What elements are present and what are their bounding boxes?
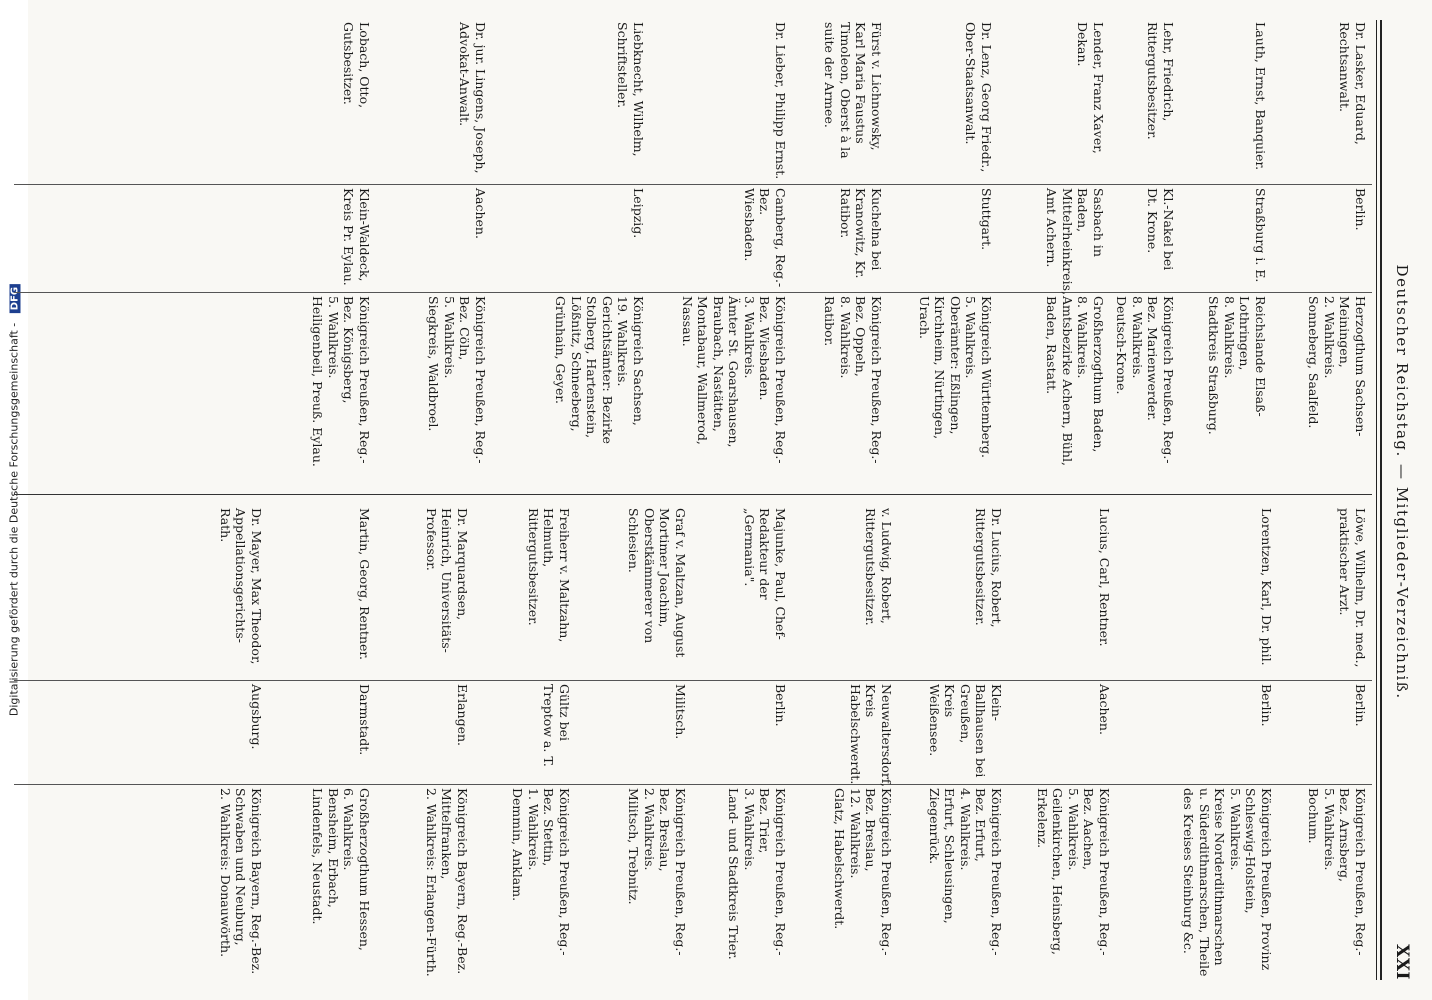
member-district: Reichslande Elsaß-Lothringen, 8. Wahlkreis. Stadtkreis Straßburg. xyxy=(1206,296,1268,435)
member-residence: Straßburg i. E. xyxy=(1253,188,1268,283)
member-name: Lender, Franz Xaver, Dekan. xyxy=(1075,22,1106,154)
member-name: Dr. Lasker, Eduard, Rechtsanwalt. xyxy=(1337,22,1368,145)
dfg-logo: DFG xyxy=(10,284,21,313)
member-residence: Berlin. xyxy=(1353,188,1368,231)
member-residence: Kuchelna bei Kranowitz, Kr. Ratibor. xyxy=(838,188,884,279)
member-residence: Aachen. xyxy=(473,188,488,239)
member-name: Dr. Lenz, Georg Friedr., Ober-Staatsanwalt. xyxy=(963,22,994,173)
member-name: Lucius, Carl, Rentner. xyxy=(1097,508,1112,647)
member-name: Dr. Marquardsen, Heinrich, Universitäts-Professor. xyxy=(424,508,470,653)
member-name: Löwe, Wilhelm, Dr. med., praktischer Arzt. xyxy=(1337,508,1368,668)
member-district: Königreich Bayern, Reg.-Bez. Schwaben und Neuburg, 2. Wahlkreis: Donauwörth. xyxy=(218,788,264,975)
member-district: Königreich Preußen, Reg.-Bez. Arnsberg, 5. Wahlkreis. Bochum. xyxy=(1306,788,1368,956)
member-name: Liebknecht, Wilhelm, Schriftsteller. xyxy=(615,22,646,157)
page-title: Deutscher Reichstag. — Mitglieder-Verzeichniß. xyxy=(1393,264,1411,700)
member-district: Königreich Preußen, Reg.-Bez. Trier, 3. Wahlkreis. Land- und Stadtkreis Trier. xyxy=(726,788,788,960)
member-name: Dr. Lucius, Robert, Rittergutsbesitzer. xyxy=(973,508,1004,628)
member-residence: Klein-Waldeck, Kreis Pr. Eylau. xyxy=(341,188,372,286)
footer-credit-text: Digitalisierung gefördert durch die Deutsche Forschungsgemeinschaft - xyxy=(7,322,21,717)
page-header xyxy=(1378,20,1426,980)
center-divider xyxy=(14,494,1372,495)
member-name: v. Ludwig, Robert, Rittergutsbesitzer. xyxy=(863,508,894,626)
member-residence: Stuttgart. xyxy=(979,188,994,251)
member-district: Herzogthum Sachsen-Meiningen, 2. Wahlkreis. Sonneberg, Saalfeld. xyxy=(1306,296,1368,437)
member-residence: Erlangen. xyxy=(455,684,470,747)
member-residence: Aachen. xyxy=(1097,684,1112,735)
member-name: Martin, Georg, Rentner. xyxy=(357,508,372,660)
member-district: Großherzogthum Hessen, 6. Wahlkreis. Bensheim, Erbach, Lindenfels, Neustadt. xyxy=(310,788,372,951)
member-residence: Leipzig. xyxy=(631,188,646,239)
column-rule xyxy=(14,292,1372,293)
member-district: Königreich Preußen, Reg.-Bez. Breslau, 2. Wahlkreis. Militsch, Trebnitz. xyxy=(626,788,688,956)
member-name: Freiherr v. Maltzahn, Helmuth, Rittergutsbesitzer. xyxy=(526,508,572,643)
member-residence: Kl.-Nakel bei Dt. Krone. xyxy=(1145,188,1176,271)
member-name: Fürst v. Lichnowsky, Karl Maria Faustus Timoleon, Oberst à la suite der Armee. xyxy=(822,22,884,159)
member-district: Königreich Preußen, Reg.-Bez. Erfurt, 4. Wahlkreis. Erfurt, Schleusingen, Ziegenrück. xyxy=(927,788,1004,956)
member-district: Königreich Preußen, Reg.-Bez. Wiesbaden. 3. Wahlkreis. Ämter St. Goarshausen, Braubach, Nastätten, Montabaur, Wallmerod, Nassau. xyxy=(680,296,788,464)
member-residence: Darmstadt. xyxy=(357,684,372,756)
member-residence: Sasbach in Baden, Mittelrheinkreis, Amt Achern. xyxy=(1044,188,1106,296)
member-name: Dr. Mayer, Max Theodor, Appellationsgerichts-Rath. xyxy=(218,508,264,665)
page-number: XXI xyxy=(1392,944,1412,980)
member-district: Königreich Preußen, Provinz Schleswig-Holstein, 5. Wahlkreis. Kreise Norderdithmarschen u. Süderdithmarschen, Theile des Kreises Steinburg &c. xyxy=(1181,788,1274,977)
member-residence: Neuwaltersdorf, Kreis Habelschwerdt. xyxy=(848,684,894,788)
member-district: Königreich Bayern, Reg.-Bez. Mittelfranken, 2. Wahlkreis: Erlangen-Fürth. xyxy=(424,788,470,977)
member-district: Königreich Preußen, Reg.-Bez. Oppeln, 8. Wahlkreis. Ratibor. xyxy=(822,296,884,464)
member-residence: Berlin. xyxy=(1353,684,1368,727)
member-name: Lauth, Ernst, Banquier. xyxy=(1253,22,1268,171)
column-rule xyxy=(14,184,1372,185)
member-district: Königreich Preußen, Reg.-Bez. Stettin, 1. Wahlkreis. Demmin, Anklam. xyxy=(510,788,572,956)
member-district: Königreich Preußen, Reg.-Bez. Königsberg, 5. Wahlkreis. Heiligenbeil, Preuß. Eylau. xyxy=(310,296,372,467)
right-column-block xyxy=(14,506,1372,980)
member-name: Dr. Lieber, Philipp Ernst. xyxy=(773,22,788,180)
member-name: Graf v. Maltzan, August Mortimer Joachim, Oberstkämmerer von Schlesien. xyxy=(626,508,688,658)
member-district: Königreich Württemberg. 5. Wahlkreis. Oberämter: Eßlingen, Kirchheim, Nürtingen, Urach. xyxy=(917,296,994,458)
member-district: Königreich Sachsen, 19. Wahlkreis. Gerichtsämter: Bezirke Stolberg, Hartenstein, Lößnitz, Schneeberg, Grünhain, Geyer. xyxy=(553,296,646,444)
member-district: Großherzogthum Baden, 8. Wahlkreis. Amtsbezirke Achern, Bühl, Baden, Rastatt. xyxy=(1044,296,1106,466)
member-district: Königreich Preußen, Reg.-Bez. Aachen, 5. Wahlkreis. Geilenkirchen, Heinsberg, Erkelenz. xyxy=(1035,788,1112,956)
column-rule xyxy=(14,784,1372,785)
column-rule xyxy=(14,680,1372,681)
header-rule xyxy=(1376,20,1382,980)
member-residence: Militsch. xyxy=(673,684,688,740)
member-district: Königreich Preußen, Reg.-Bez. Marienwerder. 8. Wahlkreis. Deutsch-Krone. xyxy=(1114,296,1176,464)
member-residence: Berlin. xyxy=(1259,684,1274,727)
member-residence: Berlin. xyxy=(773,684,788,727)
member-residence: Camberg, Reg.-Bez. Wiesbaden. xyxy=(742,188,788,288)
member-district: Königreich Preußen, Reg.-Bez. Breslau, 12. Wahlkreis. Glatz, Habelschwerdt. xyxy=(832,788,894,956)
member-residence: Gültz bei Treptow a. T. xyxy=(541,684,572,767)
member-residence: Augsburg. xyxy=(249,684,264,750)
member-name: Majunke, Paul, Chef-Redakteur der „Germania". xyxy=(742,508,788,640)
member-name: Lorentzen, Karl, Dr. phil. xyxy=(1259,508,1274,666)
left-column-block xyxy=(14,20,1372,482)
member-name: Lobach, Otto, Gutsbesitzer. xyxy=(341,22,372,109)
member-residence: Klein-Ballhausen bei Greußen, Kreis Weißensee. xyxy=(927,684,1004,778)
member-name: Lehr, Friedrich, Rittergutsbesitzer. xyxy=(1145,22,1176,140)
member-name: Dr. jur. Lingens, Joseph, Advokat-Anwalt. xyxy=(457,22,488,174)
member-district: Königreich Preußen, Reg.-Bez. Cöln, 5. Wahlkreis. Siegkreis, Waldbroel. xyxy=(426,296,488,464)
